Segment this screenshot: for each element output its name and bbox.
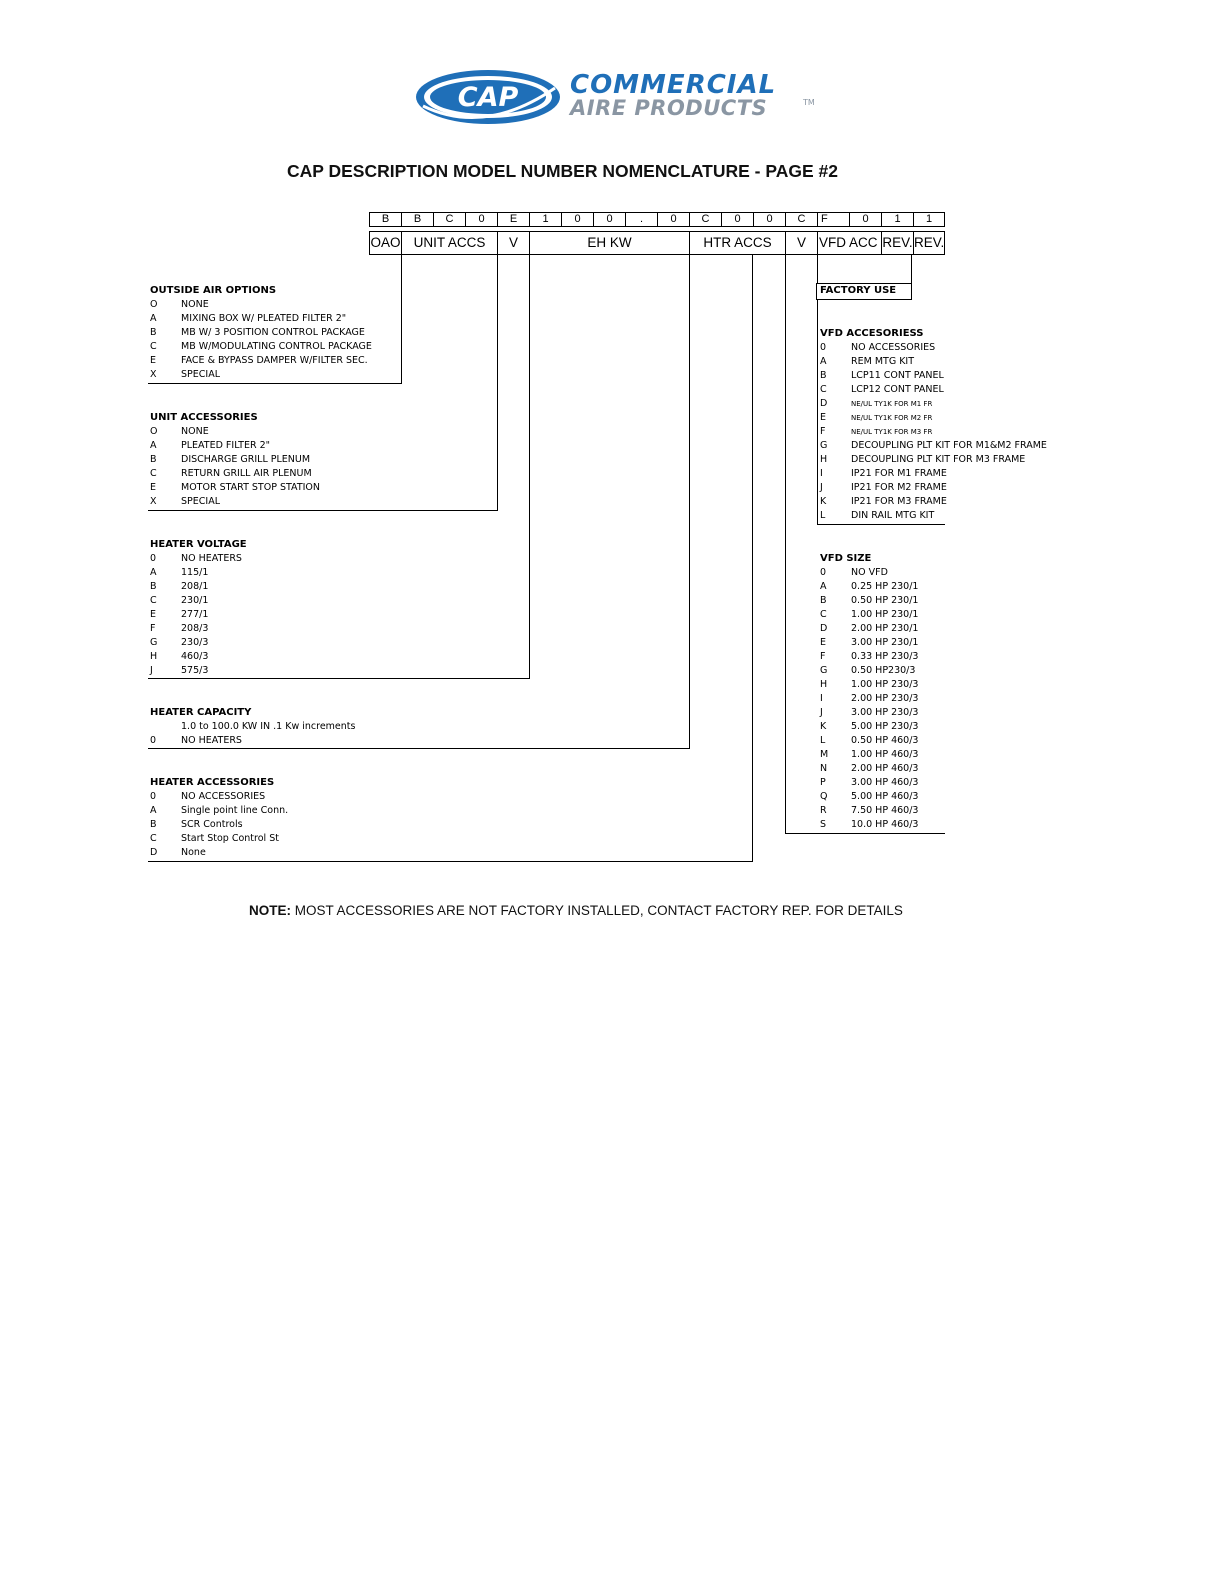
list-item: H 1.00 HP 230/3 bbox=[820, 679, 919, 690]
connector-line bbox=[689, 255, 690, 749]
connector-line bbox=[817, 300, 818, 525]
model-char: B bbox=[401, 212, 434, 227]
model-char: 0 bbox=[465, 212, 498, 227]
list-item: 1.0 to 100.0 KW IN .1 Kw increments bbox=[181, 721, 356, 732]
list-item: C LCP12 CONT PANEL bbox=[820, 384, 944, 395]
heater-voltage-section bbox=[150, 538, 247, 678]
connector-line bbox=[817, 524, 945, 525]
list-item: J 575/3 bbox=[150, 665, 209, 676]
list-item: J IP21 FOR M2 FRAME bbox=[820, 482, 947, 493]
model-char: 0 bbox=[721, 212, 754, 227]
list-item: P 3.00 HP 460/3 bbox=[820, 777, 919, 788]
connector-line bbox=[817, 255, 818, 283]
header-htr-accs: HTR ACCS bbox=[689, 231, 786, 255]
list-item: F 0.33 HP 230/3 bbox=[820, 651, 919, 662]
list-item: E 277/1 bbox=[150, 609, 209, 620]
list-item: B MB W/ 3 POSITION CONTROL PACKAGE bbox=[150, 327, 365, 338]
connector-line bbox=[529, 255, 530, 679]
list-item: X SPECIAL bbox=[150, 496, 220, 507]
list-item: F 208/3 bbox=[150, 623, 209, 634]
model-char: E bbox=[497, 212, 530, 227]
list-item: 0 NO HEATERS bbox=[150, 735, 242, 746]
header-vfd-acc: VFD ACC bbox=[817, 231, 882, 255]
list-item: L DIN RAIL MTG KIT bbox=[820, 510, 935, 521]
list-item: C RETURN GRILL AIR PLENUM bbox=[150, 468, 312, 479]
list-item: H 460/3 bbox=[150, 651, 209, 662]
list-item: C 1.00 HP 230/1 bbox=[820, 609, 919, 620]
model-char: . bbox=[625, 212, 658, 227]
trademark-mark: TM bbox=[803, 98, 815, 107]
heater-accessories-section bbox=[150, 776, 288, 860]
model-char: 0 bbox=[593, 212, 626, 227]
connector-line bbox=[785, 255, 786, 834]
list-item: M 1.00 HP 460/3 bbox=[820, 749, 919, 760]
list-item: E FACE & BYPASS DAMPER W/FILTER SEC. bbox=[150, 355, 368, 366]
connector-line bbox=[148, 383, 402, 384]
model-char: C bbox=[785, 212, 818, 227]
list-item: B 208/1 bbox=[150, 581, 209, 592]
connector-line bbox=[148, 748, 690, 749]
model-char: C bbox=[689, 212, 722, 227]
page-title: CAP DESCRIPTION MODEL NUMBER NOMENCLATURE - PAGE #2 bbox=[287, 161, 838, 181]
list-item: X SPECIAL bbox=[150, 369, 220, 380]
list-item: E NE/UL TY1K FOR M2 FR bbox=[820, 412, 933, 423]
list-item: J 3.00 HP 230/3 bbox=[820, 707, 919, 718]
section-title: VFD SIZE bbox=[820, 553, 872, 564]
list-item: A Single point line Conn. bbox=[150, 805, 289, 816]
list-item: A 115/1 bbox=[150, 567, 209, 578]
unit-accessories-section bbox=[150, 411, 320, 509]
connector-line bbox=[911, 255, 912, 283]
model-char: 0 bbox=[753, 212, 786, 227]
section-title: OUTSIDE AIR OPTIONS bbox=[150, 285, 277, 296]
header-oao: OAO bbox=[369, 231, 402, 255]
list-item: G 230/3 bbox=[150, 637, 209, 648]
connector-line bbox=[785, 833, 945, 834]
outside-air-options-section bbox=[150, 284, 372, 382]
list-item: F NE/UL TY1K FOR M3 FR bbox=[820, 426, 933, 437]
list-item: D None bbox=[150, 847, 206, 858]
header-rev-2: REV. bbox=[913, 231, 945, 255]
section-title: HEATER ACCESSORIES bbox=[150, 777, 275, 788]
list-item: A 0.25 HP 230/1 bbox=[820, 581, 919, 592]
model-char: B bbox=[369, 212, 402, 227]
list-item: B 0.50 HP 230/1 bbox=[820, 595, 919, 606]
list-item: Q 5.00 HP 460/3 bbox=[820, 791, 919, 802]
list-item: D NE/UL TY1K FOR M1 FR bbox=[820, 398, 933, 409]
section-title: HEATER VOLTAGE bbox=[150, 539, 247, 550]
model-char: 0 bbox=[657, 212, 690, 227]
list-item: I IP21 FOR M1 FRAME bbox=[820, 468, 947, 479]
heater-capacity-section bbox=[150, 706, 355, 748]
logo-line-2: AIRE PRODUCTS bbox=[570, 96, 768, 120]
factory-use-box: FACTORY USE bbox=[816, 283, 912, 300]
header-v: V bbox=[497, 231, 530, 255]
list-item: C 230/1 bbox=[150, 595, 209, 606]
model-char: 1 bbox=[529, 212, 562, 227]
list-item: 0 NO HEATERS bbox=[150, 553, 242, 564]
list-item: B DISCHARGE GRILL PLENUM bbox=[150, 454, 311, 465]
connector-line bbox=[148, 678, 530, 679]
list-item: D 2.00 HP 230/1 bbox=[820, 623, 919, 634]
list-item: I 2.00 HP 230/3 bbox=[820, 693, 919, 704]
list-item: K IP21 FOR M3 FRAME bbox=[820, 496, 947, 507]
list-item: C MB W/MODULATING CONTROL PACKAGE bbox=[150, 341, 372, 352]
list-item: R 7.50 HP 460/3 bbox=[820, 805, 919, 816]
section-title: VFD ACCESORIESS bbox=[820, 328, 924, 339]
connector-line bbox=[752, 255, 753, 862]
list-item: C Start Stop Control St bbox=[150, 833, 279, 844]
model-char: 0 bbox=[561, 212, 594, 227]
connector-line bbox=[148, 861, 753, 862]
list-item: L 0.50 HP 460/3 bbox=[820, 735, 919, 746]
list-item: O NONE bbox=[150, 426, 209, 437]
vfd-size-section bbox=[820, 552, 918, 832]
list-item: K 5.00 HP 230/3 bbox=[820, 721, 919, 732]
logo-line-1: COMMERCIAL bbox=[570, 70, 777, 100]
note-text: MOST ACCESSORIES ARE NOT FACTORY INSTALLED, CONTACT FACTORY REP. FOR DETAILS bbox=[291, 903, 903, 918]
footer-note bbox=[249, 903, 903, 918]
list-item: S 10.0 HP 460/3 bbox=[820, 819, 919, 830]
list-item: E MOTOR START STOP STATION bbox=[150, 482, 321, 493]
list-item: G DECOUPLING PLT KIT FOR M1&M2 FRAME bbox=[820, 440, 1047, 451]
connector-line bbox=[148, 510, 498, 511]
list-item: N 2.00 HP 460/3 bbox=[820, 763, 919, 774]
list-item: H DECOUPLING PLT KIT FOR M3 FRAME bbox=[820, 454, 1026, 465]
list-item: O NONE bbox=[150, 299, 209, 310]
vfd-accessories-section bbox=[820, 327, 1047, 523]
section-title: UNIT ACCESSORIES bbox=[150, 412, 258, 423]
model-char: C bbox=[433, 212, 466, 227]
list-item: E 3.00 HP 230/1 bbox=[820, 637, 919, 648]
model-char: 1 bbox=[913, 212, 945, 227]
model-char: 0 bbox=[849, 212, 882, 227]
model-char: 1 bbox=[881, 212, 914, 227]
list-item: A REM MTG KIT bbox=[820, 356, 915, 367]
section-title: HEATER CAPACITY bbox=[150, 707, 252, 718]
model-char: F bbox=[817, 212, 850, 227]
list-item: B LCP11 CONT PANEL bbox=[820, 370, 944, 381]
header-rev: REV. bbox=[881, 231, 914, 255]
list-item: A MIXING BOX W/ PLEATED FILTER 2" bbox=[150, 313, 347, 324]
header-unit-accs: UNIT ACCS bbox=[401, 231, 498, 255]
header-v-2: V bbox=[785, 231, 818, 255]
list-item: A PLEATED FILTER 2" bbox=[150, 440, 271, 451]
list-item: 0 NO VFD bbox=[820, 567, 888, 578]
list-item: G 0.50 HP230/3 bbox=[820, 665, 916, 676]
connector-line bbox=[497, 255, 498, 511]
list-item: 0 NO ACCESSORIES bbox=[150, 791, 266, 802]
connector-line bbox=[401, 255, 402, 384]
note-label: NOTE: bbox=[249, 903, 291, 918]
header-eh-kw: EH KW bbox=[529, 231, 690, 255]
logo-badge-text: CAP bbox=[457, 82, 519, 113]
list-item: 0 NO ACCESSORIES bbox=[820, 342, 936, 353]
list-item: B SCR Controls bbox=[150, 819, 243, 830]
